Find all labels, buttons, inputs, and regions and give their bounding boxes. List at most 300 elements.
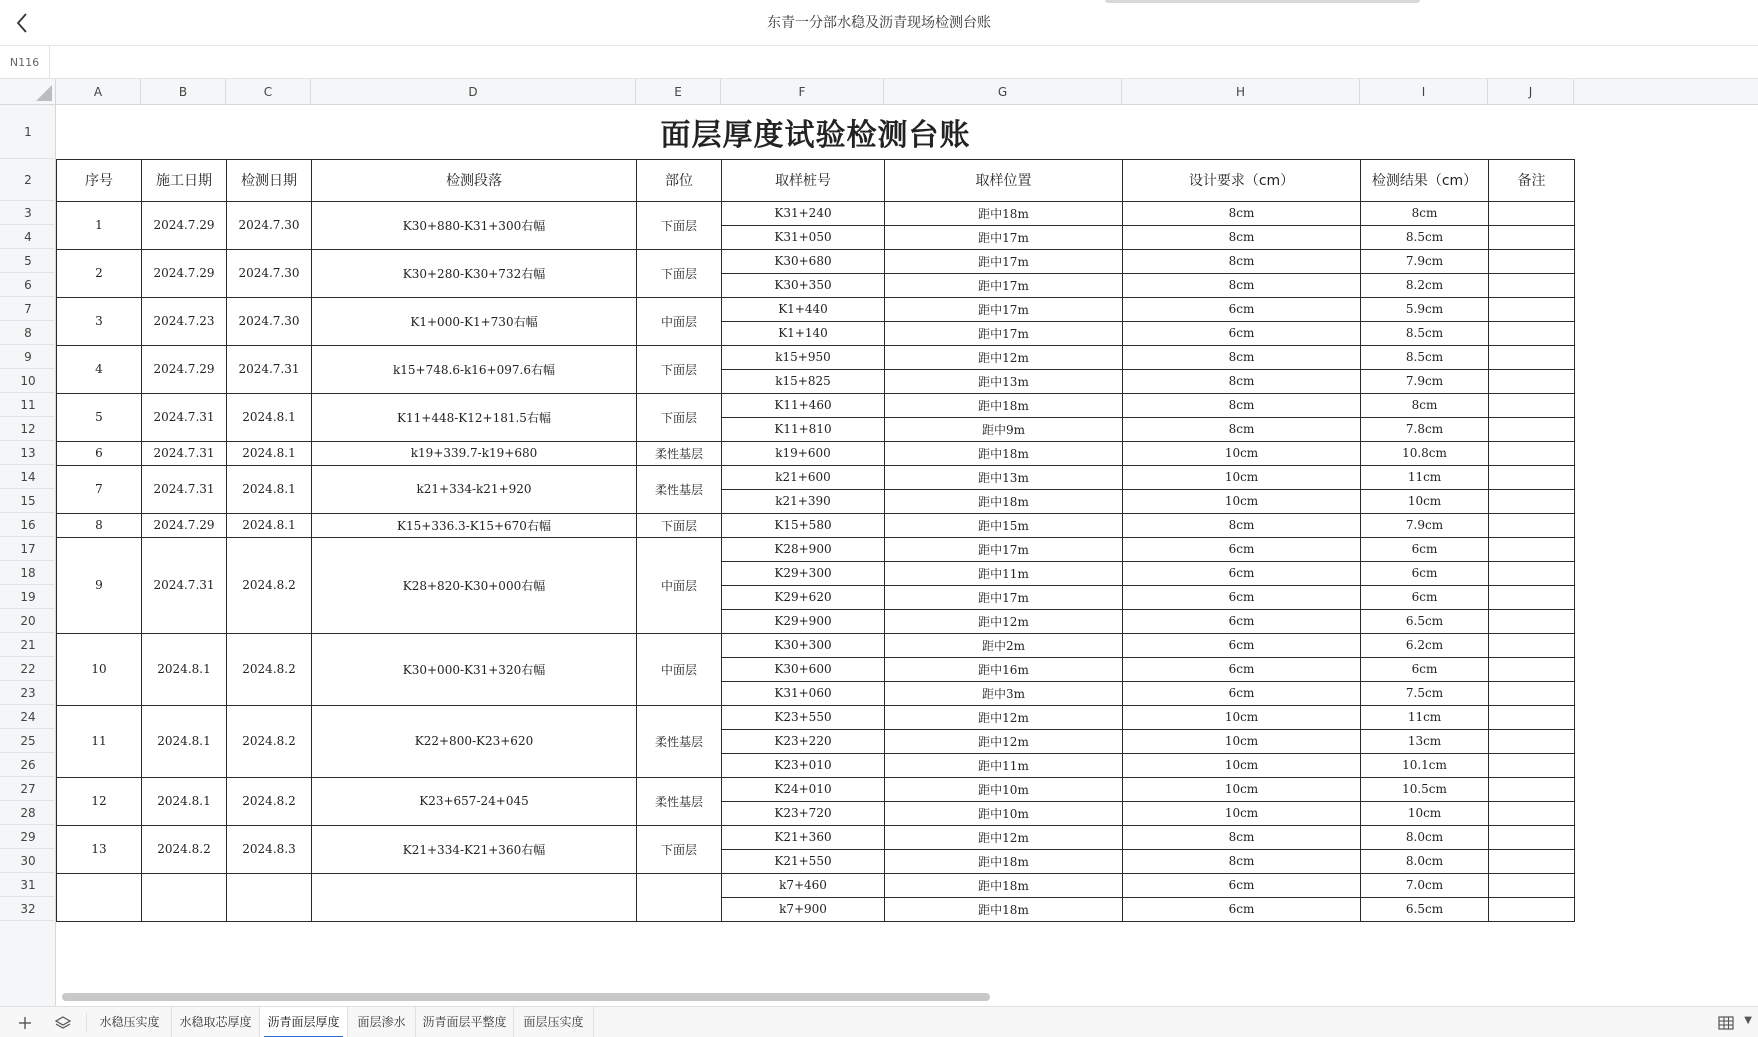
row-header[interactable]: 9: [0, 345, 56, 369]
sheet-tab[interactable]: 沥青面层厚度: [260, 1007, 348, 1037]
column-header[interactable]: J: [1488, 79, 1574, 105]
pile-cell[interactable]: K21+550: [722, 849, 885, 873]
column-title[interactable]: 检测段落: [312, 159, 637, 201]
remark-cell[interactable]: [1489, 801, 1575, 825]
remark-cell[interactable]: [1489, 729, 1575, 753]
design-cell[interactable]: 6cm: [1123, 897, 1361, 921]
pile-cell[interactable]: K23+220: [722, 729, 885, 753]
column-title[interactable]: 取样桩号: [722, 159, 885, 201]
design-cell[interactable]: 10cm: [1123, 441, 1361, 465]
build-date-cell[interactable]: 2024.8.1: [142, 777, 227, 825]
pile-cell[interactable]: K23+720: [722, 801, 885, 825]
row-header[interactable]: 1: [0, 105, 56, 159]
test-date-cell[interactable]: 2024.8.2: [227, 777, 312, 825]
part-cell[interactable]: 中面层: [637, 297, 722, 345]
row-header[interactable]: 12: [0, 417, 56, 441]
build-date-cell[interactable]: 2024.8.2: [142, 825, 227, 873]
design-cell[interactable]: 10cm: [1123, 705, 1361, 729]
row-header[interactable]: 31: [0, 873, 56, 897]
column-header[interactable]: C: [226, 79, 311, 105]
test-date-cell[interactable]: 2024.7.31: [227, 345, 312, 393]
position-cell[interactable]: 距中13m: [885, 369, 1123, 393]
remark-cell[interactable]: [1489, 225, 1575, 249]
result-cell[interactable]: 13cm: [1361, 729, 1489, 753]
section-cell[interactable]: k21+334-k21+920: [312, 465, 637, 513]
result-cell[interactable]: 6.2cm: [1361, 633, 1489, 657]
section-cell[interactable]: K1+000-K1+730右幅: [312, 297, 637, 345]
result-cell[interactable]: 5.9cm: [1361, 297, 1489, 321]
result-cell[interactable]: 10cm: [1361, 801, 1489, 825]
pile-cell[interactable]: K29+620: [722, 585, 885, 609]
pile-cell[interactable]: K1+140: [722, 321, 885, 345]
remark-cell[interactable]: [1489, 705, 1575, 729]
add-sheet-button[interactable]: [10, 1007, 40, 1037]
column-title[interactable]: 设计要求（cm）: [1123, 159, 1361, 201]
part-cell[interactable]: 下面层: [637, 825, 722, 873]
remark-cell[interactable]: [1489, 609, 1575, 633]
build-date-cell[interactable]: 2024.8.1: [142, 705, 227, 777]
position-cell[interactable]: 距中12m: [885, 705, 1123, 729]
remark-cell[interactable]: [1489, 417, 1575, 441]
part-cell[interactable]: [637, 873, 722, 921]
section-cell[interactable]: K30+000-K31+320右幅: [312, 633, 637, 705]
position-cell[interactable]: 距中18m: [885, 489, 1123, 513]
row-header[interactable]: 10: [0, 369, 56, 393]
table-row: [57, 513, 1575, 537]
design-cell[interactable]: 10cm: [1123, 489, 1361, 513]
remark-cell[interactable]: [1489, 657, 1575, 681]
part-cell[interactable]: 下面层: [637, 249, 722, 297]
design-cell[interactable]: 10cm: [1123, 777, 1361, 801]
position-cell[interactable]: 距中18m: [885, 201, 1123, 225]
pile-cell[interactable]: K29+900: [722, 609, 885, 633]
seq-cell[interactable]: 2: [57, 249, 142, 297]
position-cell[interactable]: 距中2m: [885, 633, 1123, 657]
pile-cell[interactable]: k15+950: [722, 345, 885, 369]
pile-cell[interactable]: K30+350: [722, 273, 885, 297]
column-header[interactable]: I: [1360, 79, 1488, 105]
column-title[interactable]: 备注: [1489, 159, 1575, 201]
pile-cell[interactable]: K23+550: [722, 705, 885, 729]
grid-view-icon[interactable]: [1716, 1013, 1736, 1033]
pile-cell[interactable]: K30+680: [722, 249, 885, 273]
remark-cell[interactable]: [1489, 753, 1575, 777]
select-all-corner[interactable]: [0, 79, 56, 105]
result-cell[interactable]: 7.9cm: [1361, 249, 1489, 273]
result-cell[interactable]: 10.8cm: [1361, 441, 1489, 465]
design-cell[interactable]: 10cm: [1123, 729, 1361, 753]
part-cell[interactable]: 柔性基层: [637, 777, 722, 825]
result-cell[interactable]: 8cm: [1361, 201, 1489, 225]
column-header[interactable]: F: [721, 79, 884, 105]
sheet-tab[interactable]: 面层压实度: [514, 1007, 594, 1037]
build-date-cell[interactable]: 2024.7.31: [142, 465, 227, 513]
section-cell[interactable]: K28+820-K30+000右幅: [312, 537, 637, 633]
row-header[interactable]: 2: [0, 159, 56, 201]
pile-cell[interactable]: K11+810: [722, 417, 885, 441]
position-cell[interactable]: 距中11m: [885, 753, 1123, 777]
design-cell[interactable]: 8cm: [1123, 345, 1361, 369]
sheet-tab[interactable]: 水稳压实度: [88, 1007, 172, 1037]
remark-cell[interactable]: [1489, 681, 1575, 705]
seq-cell[interactable]: 5: [57, 393, 142, 441]
row-header[interactable]: 32: [0, 897, 56, 921]
result-cell[interactable]: 8cm: [1361, 393, 1489, 417]
row-header[interactable]: 19: [0, 585, 56, 609]
remark-cell[interactable]: [1489, 441, 1575, 465]
sheet-list-button[interactable]: [48, 1007, 78, 1037]
seq-cell[interactable]: 10: [57, 633, 142, 705]
result-cell[interactable]: 10.1cm: [1361, 753, 1489, 777]
result-cell[interactable]: 8.5cm: [1361, 345, 1489, 369]
seq-cell[interactable]: 3: [57, 297, 142, 345]
row-header[interactable]: 4: [0, 225, 56, 249]
design-cell[interactable]: 6cm: [1123, 321, 1361, 345]
cell-reference[interactable]: N116: [0, 46, 50, 79]
part-cell[interactable]: 下面层: [637, 345, 722, 393]
column-title[interactable]: 部位: [637, 159, 722, 201]
pile-cell[interactable]: K31+240: [722, 201, 885, 225]
seq-cell[interactable]: 12: [57, 777, 142, 825]
position-cell[interactable]: 距中17m: [885, 225, 1123, 249]
result-cell[interactable]: 8.0cm: [1361, 825, 1489, 849]
section-cell[interactable]: K30+280-K30+732右幅: [312, 249, 637, 297]
part-cell[interactable]: 下面层: [637, 513, 722, 537]
build-date-cell[interactable]: 2024.7.23: [142, 297, 227, 345]
test-date-cell[interactable]: 2024.8.1: [227, 513, 312, 537]
result-cell[interactable]: 6.5cm: [1361, 609, 1489, 633]
design-cell[interactable]: 6cm: [1123, 537, 1361, 561]
result-cell[interactable]: 6cm: [1361, 657, 1489, 681]
remark-cell[interactable]: [1489, 633, 1575, 657]
build-date-cell[interactable]: 2024.8.1: [142, 633, 227, 705]
column-title[interactable]: 取样位置: [885, 159, 1123, 201]
row-header[interactable]: 27: [0, 777, 56, 801]
position-cell[interactable]: 距中17m: [885, 321, 1123, 345]
position-cell[interactable]: 距中18m: [885, 897, 1123, 921]
sheet-tab[interactable]: 水稳取芯厚度: [172, 1007, 260, 1037]
pile-cell[interactable]: k7+900: [722, 897, 885, 921]
part-cell[interactable]: 中面层: [637, 537, 722, 633]
seq-cell[interactable]: [57, 873, 142, 921]
row-header[interactable]: 29: [0, 825, 56, 849]
top-popup-edge: [1105, 0, 1420, 3]
table-row: [57, 249, 1575, 273]
horizontal-scrollbar[interactable]: [62, 993, 990, 1001]
remark-cell[interactable]: [1489, 873, 1575, 897]
remark-cell[interactable]: [1489, 489, 1575, 513]
row-header[interactable]: 26: [0, 753, 56, 777]
position-cell[interactable]: 距中15m: [885, 513, 1123, 537]
row-header[interactable]: 14: [0, 465, 56, 489]
design-cell[interactable]: 6cm: [1123, 633, 1361, 657]
column-title[interactable]: 检测日期: [227, 159, 312, 201]
test-date-cell[interactable]: 2024.8.2: [227, 537, 312, 633]
row-header[interactable]: 25: [0, 729, 56, 753]
pile-cell[interactable]: k7+460: [722, 873, 885, 897]
row-header[interactable]: 30: [0, 849, 56, 873]
pile-cell[interactable]: k15+825: [722, 369, 885, 393]
position-cell[interactable]: 距中12m: [885, 345, 1123, 369]
design-cell[interactable]: 6cm: [1123, 585, 1361, 609]
design-cell[interactable]: 6cm: [1123, 609, 1361, 633]
design-cell[interactable]: 8cm: [1123, 369, 1361, 393]
design-cell[interactable]: 8cm: [1123, 393, 1361, 417]
table-row: [57, 873, 1575, 897]
test-date-cell[interactable]: 2024.7.30: [227, 249, 312, 297]
sheet-tab-bar: [0, 1006, 1758, 1037]
result-cell[interactable]: 6cm: [1361, 585, 1489, 609]
design-cell[interactable]: 8cm: [1123, 201, 1361, 225]
design-cell[interactable]: 8cm: [1123, 273, 1361, 297]
result-cell[interactable]: 7.9cm: [1361, 513, 1489, 537]
position-cell[interactable]: 距中12m: [885, 825, 1123, 849]
result-cell[interactable]: 6cm: [1361, 561, 1489, 585]
pile-cell[interactable]: K28+900: [722, 537, 885, 561]
row-header[interactable]: 15: [0, 489, 56, 513]
table-row: [57, 465, 1575, 489]
seq-cell[interactable]: 13: [57, 825, 142, 873]
test-date-cell[interactable]: [227, 873, 312, 921]
row-header[interactable]: 21: [0, 633, 56, 657]
row-header[interactable]: 24: [0, 705, 56, 729]
table-row: [57, 393, 1575, 417]
pile-cell[interactable]: K30+600: [722, 657, 885, 681]
column-header[interactable]: E: [636, 79, 721, 105]
design-cell[interactable]: 6cm: [1123, 873, 1361, 897]
column-headers: [56, 79, 1758, 105]
design-cell[interactable]: 6cm: [1123, 657, 1361, 681]
position-cell[interactable]: 距中3m: [885, 681, 1123, 705]
design-cell[interactable]: 6cm: [1123, 561, 1361, 585]
build-date-cell[interactable]: 2024.7.29: [142, 249, 227, 297]
row-header[interactable]: 3: [0, 201, 56, 225]
sheet-tab[interactable]: 沥青面层平整度: [416, 1007, 514, 1037]
design-cell[interactable]: 6cm: [1123, 681, 1361, 705]
remark-cell[interactable]: [1489, 561, 1575, 585]
result-cell[interactable]: 10cm: [1361, 489, 1489, 513]
position-cell[interactable]: 距中18m: [885, 393, 1123, 417]
caret-down-icon[interactable]: ▼: [1744, 1015, 1752, 1026]
row-header[interactable]: 17: [0, 537, 56, 561]
result-cell[interactable]: 8.2cm: [1361, 273, 1489, 297]
remark-cell[interactable]: [1489, 897, 1575, 921]
row-header[interactable]: 8: [0, 321, 56, 345]
row-header[interactable]: 18: [0, 561, 56, 585]
pile-cell[interactable]: K24+010: [722, 777, 885, 801]
part-cell[interactable]: 中面层: [637, 633, 722, 705]
position-cell[interactable]: 距中17m: [885, 273, 1123, 297]
position-cell[interactable]: 距中17m: [885, 537, 1123, 561]
row-header[interactable]: 11: [0, 393, 56, 417]
position-cell[interactable]: 距中10m: [885, 801, 1123, 825]
seq-cell[interactable]: 11: [57, 705, 142, 777]
data-table: [56, 105, 1575, 922]
design-cell[interactable]: 10cm: [1123, 753, 1361, 777]
section-cell[interactable]: [312, 873, 637, 921]
section-cell[interactable]: K23+657-24+045: [312, 777, 637, 825]
column-title[interactable]: 检测结果（cm）: [1361, 159, 1489, 201]
build-date-cell[interactable]: 2024.7.29: [142, 201, 227, 249]
pile-cell[interactable]: K23+010: [722, 753, 885, 777]
test-date-cell[interactable]: 2024.8.1: [227, 465, 312, 513]
test-date-cell[interactable]: 2024.8.1: [227, 441, 312, 465]
build-date-cell[interactable]: [142, 873, 227, 921]
remark-cell[interactable]: [1489, 849, 1575, 873]
design-cell[interactable]: 8cm: [1123, 825, 1361, 849]
section-cell[interactable]: K15+336.3-K15+670右幅: [312, 513, 637, 537]
seq-cell[interactable]: 1: [57, 201, 142, 249]
column-header[interactable]: H: [1122, 79, 1360, 105]
section-cell[interactable]: K11+448-K12+181.5右幅: [312, 393, 637, 441]
build-date-cell[interactable]: 2024.7.31: [142, 441, 227, 465]
result-cell[interactable]: 10.5cm: [1361, 777, 1489, 801]
remark-cell[interactable]: [1489, 777, 1575, 801]
part-cell[interactable]: 下面层: [637, 393, 722, 441]
section-cell[interactable]: k19+339.7-k19+680: [312, 441, 637, 465]
remark-cell[interactable]: [1489, 585, 1575, 609]
result-cell[interactable]: 8.0cm: [1361, 849, 1489, 873]
remark-cell[interactable]: [1489, 537, 1575, 561]
section-cell[interactable]: K22+800-K23+620: [312, 705, 637, 777]
pile-cell[interactable]: k21+600: [722, 465, 885, 489]
result-cell[interactable]: 7.9cm: [1361, 369, 1489, 393]
part-cell[interactable]: 下面层: [637, 201, 722, 249]
position-cell[interactable]: 距中9m: [885, 417, 1123, 441]
position-cell[interactable]: 距中11m: [885, 561, 1123, 585]
test-date-cell[interactable]: 2024.7.30: [227, 297, 312, 345]
design-cell[interactable]: 10cm: [1123, 465, 1361, 489]
column-title[interactable]: 施工日期: [142, 159, 227, 201]
remark-cell[interactable]: [1489, 825, 1575, 849]
remark-cell[interactable]: [1489, 513, 1575, 537]
result-cell[interactable]: 7.0cm: [1361, 873, 1489, 897]
seq-cell[interactable]: 7: [57, 465, 142, 513]
build-date-cell[interactable]: 2024.7.31: [142, 537, 227, 633]
remark-cell[interactable]: [1489, 465, 1575, 489]
result-cell[interactable]: 8.5cm: [1361, 321, 1489, 345]
position-cell[interactable]: 距中13m: [885, 465, 1123, 489]
layers-icon: [55, 1015, 71, 1031]
test-date-cell[interactable]: 2024.8.2: [227, 633, 312, 705]
table-row: [57, 297, 1575, 321]
table-row: [57, 777, 1575, 801]
pile-cell[interactable]: K1+440: [722, 297, 885, 321]
result-cell[interactable]: 7.8cm: [1361, 417, 1489, 441]
pile-cell[interactable]: K30+300: [722, 633, 885, 657]
result-cell[interactable]: 6.5cm: [1361, 897, 1489, 921]
remark-cell[interactable]: [1489, 297, 1575, 321]
result-cell[interactable]: 11cm: [1361, 705, 1489, 729]
row-header[interactable]: 13: [0, 441, 56, 465]
build-date-cell[interactable]: 2024.7.29: [142, 345, 227, 393]
table-row: [57, 825, 1575, 849]
row-header[interactable]: 5: [0, 249, 56, 273]
part-cell[interactable]: 柔性基层: [637, 465, 722, 513]
pile-cell[interactable]: K31+050: [722, 225, 885, 249]
row-header[interactable]: 28: [0, 801, 56, 825]
seq-cell[interactable]: 9: [57, 537, 142, 633]
remark-cell[interactable]: [1489, 249, 1575, 273]
position-cell[interactable]: 距中18m: [885, 849, 1123, 873]
row-header[interactable]: 7: [0, 297, 56, 321]
design-cell[interactable]: 8cm: [1123, 513, 1361, 537]
position-cell[interactable]: 距中12m: [885, 609, 1123, 633]
column-header[interactable]: B: [141, 79, 226, 105]
seq-cell[interactable]: 8: [57, 513, 142, 537]
table-row: [57, 345, 1575, 369]
column-header[interactable]: G: [884, 79, 1122, 105]
pile-cell[interactable]: K29+300: [722, 561, 885, 585]
pile-cell[interactable]: K15+580: [722, 513, 885, 537]
row-header[interactable]: 6: [0, 273, 56, 297]
seq-cell[interactable]: 4: [57, 345, 142, 393]
table-row: [57, 633, 1575, 657]
column-header[interactable]: A: [56, 79, 141, 105]
part-cell[interactable]: 柔性基层: [637, 705, 722, 777]
part-cell[interactable]: 柔性基层: [637, 441, 722, 465]
pile-cell[interactable]: K11+460: [722, 393, 885, 417]
pile-cell[interactable]: k21+390: [722, 489, 885, 513]
test-date-cell[interactable]: 2024.8.1: [227, 393, 312, 441]
position-cell[interactable]: 距中17m: [885, 297, 1123, 321]
result-cell[interactable]: 6cm: [1361, 537, 1489, 561]
result-cell[interactable]: 7.5cm: [1361, 681, 1489, 705]
pile-cell[interactable]: k19+600: [722, 441, 885, 465]
build-date-cell[interactable]: 2024.7.31: [142, 393, 227, 441]
column-title[interactable]: 序号: [57, 159, 142, 201]
pile-cell[interactable]: K31+060: [722, 681, 885, 705]
design-cell[interactable]: 6cm: [1123, 297, 1361, 321]
position-cell[interactable]: 距中12m: [885, 729, 1123, 753]
sheet-tab[interactable]: 面层渗水: [348, 1007, 416, 1037]
seq-cell[interactable]: 6: [57, 441, 142, 465]
position-cell[interactable]: 距中16m: [885, 657, 1123, 681]
row-header[interactable]: 22: [0, 657, 56, 681]
column-header[interactable]: D: [311, 79, 636, 105]
position-cell[interactable]: 距中10m: [885, 777, 1123, 801]
design-cell[interactable]: 8cm: [1123, 849, 1361, 873]
position-cell[interactable]: 距中17m: [885, 249, 1123, 273]
section-cell[interactable]: k15+748.6-k16+097.6右幅: [312, 345, 637, 393]
remark-cell[interactable]: [1489, 273, 1575, 297]
result-cell[interactable]: 8.5cm: [1361, 225, 1489, 249]
test-date-cell[interactable]: 2024.8.2: [227, 705, 312, 777]
remark-cell[interactable]: [1489, 369, 1575, 393]
design-cell[interactable]: 10cm: [1123, 801, 1361, 825]
section-cell[interactable]: K30+880-K31+300右幅: [312, 201, 637, 249]
design-cell[interactable]: 8cm: [1123, 417, 1361, 441]
result-cell[interactable]: 11cm: [1361, 465, 1489, 489]
test-date-cell[interactable]: 2024.8.3: [227, 825, 312, 873]
design-cell[interactable]: 8cm: [1123, 249, 1361, 273]
row-header[interactable]: 16: [0, 513, 56, 537]
build-date-cell[interactable]: 2024.7.29: [142, 513, 227, 537]
row-header[interactable]: 23: [0, 681, 56, 705]
section-cell[interactable]: K21+334-K21+360右幅: [312, 825, 637, 873]
pile-cell[interactable]: K21+360: [722, 825, 885, 849]
remark-cell[interactable]: [1489, 345, 1575, 369]
remark-cell[interactable]: [1489, 321, 1575, 345]
row-header[interactable]: 20: [0, 609, 56, 633]
design-cell[interactable]: 8cm: [1123, 225, 1361, 249]
position-cell[interactable]: 距中18m: [885, 873, 1123, 897]
position-cell[interactable]: 距中18m: [885, 441, 1123, 465]
position-cell[interactable]: 距中17m: [885, 585, 1123, 609]
test-date-cell[interactable]: 2024.7.30: [227, 201, 312, 249]
remark-cell[interactable]: [1489, 393, 1575, 417]
remark-cell[interactable]: [1489, 201, 1575, 225]
